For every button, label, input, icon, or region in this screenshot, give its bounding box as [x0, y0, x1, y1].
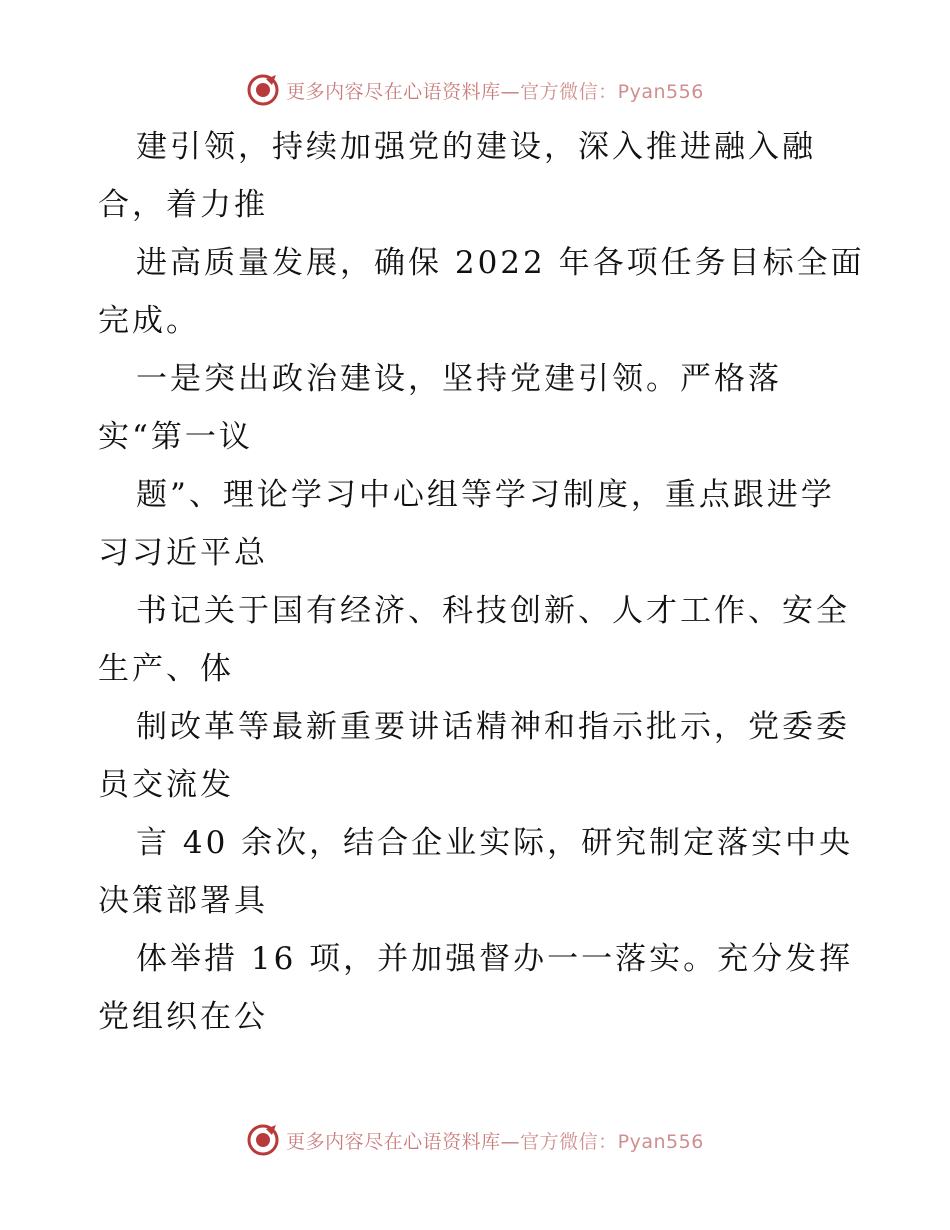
- footer-banner-dash: —: [500, 1130, 521, 1153]
- header-banner-text: [286, 77, 704, 104]
- body-line: 实“第一议: [98, 419, 253, 455]
- document-body: [98, 118, 888, 1046]
- body-line: 完成。: [98, 303, 200, 339]
- header-banner-dash: —: [500, 80, 521, 103]
- header-banner-main: 更多内容尽在心语资料库: [286, 80, 501, 103]
- body-line: 题”、理论学习中心组等学习制度，重点跟进学: [136, 477, 835, 513]
- body-line: 建引领，持续加强党的建设，深入推进融入融: [136, 129, 816, 165]
- footer-banner: [0, 1120, 950, 1160]
- footer-banner-wechat: 官方微信：Pyan556: [520, 1130, 704, 1153]
- footer-banner-main: 更多内容尽在心语资料库: [286, 1130, 501, 1153]
- footer-banner-text: [286, 1127, 704, 1154]
- header-banner-wechat: 官方微信：Pyan556: [520, 80, 704, 103]
- body-line: 言 40 余次，结合企业实际，研究制定落实中央: [136, 825, 854, 861]
- logo-icon: [246, 73, 280, 107]
- body-line: 习习近平总: [98, 535, 268, 571]
- body-line: 书记关于国有经济、科技创新、人才工作、安全: [136, 593, 850, 629]
- body-line: 生产、体: [98, 651, 234, 687]
- logo-icon: [246, 1123, 280, 1157]
- body-line: 进高质量发展，确保 2022 年各项任务目标全面: [136, 245, 865, 281]
- body-line: 制改革等最新重要讲话精神和指示批示，党委委: [136, 709, 850, 745]
- header-banner: [0, 70, 950, 110]
- body-line: 一是突出政治建设，坚持党建引领。严格落: [136, 361, 782, 397]
- body-line: 合，着力推: [98, 187, 268, 223]
- body-line: 党组织在公: [98, 999, 268, 1035]
- body-line: 体举措 16 项，并加强督办一一落实。充分发挥: [136, 941, 854, 977]
- body-line: 员交流发: [98, 767, 234, 803]
- body-line: 决策部署具: [98, 883, 268, 919]
